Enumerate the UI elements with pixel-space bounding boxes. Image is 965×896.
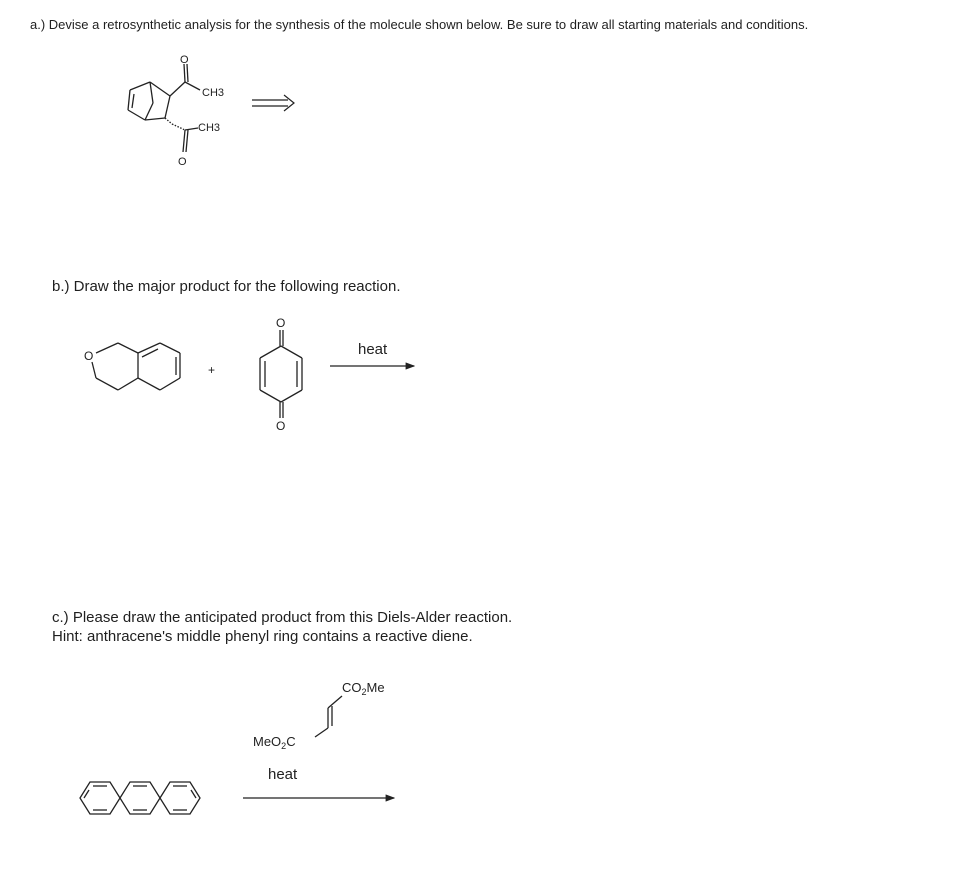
heat-condition-c: heat <box>268 766 298 783</box>
plus-sign: + <box>208 363 216 377</box>
retrosynthesis-arrow <box>252 95 294 111</box>
dimethyl-fumarate <box>315 696 342 737</box>
oxygen-top-label: O <box>180 54 189 66</box>
ch3-top-label: CH3 <box>202 87 225 99</box>
reagent-co2me: $CO_2Me$ <box>342 680 385 697</box>
quinone-oxygen-top: O <box>276 316 286 330</box>
reagent-meo2c: MeO$_2$C <box>253 734 296 751</box>
benzoquinone <box>260 330 302 418</box>
question-c-hint: Hint: anthracene's middle phenyl ring contains a reactive diene. <box>52 628 473 645</box>
target-molecule <box>128 64 200 152</box>
question-b-text: b.) Draw the major product for the following reaction. <box>52 278 401 295</box>
quinone-oxygen-bottom: O <box>276 419 286 433</box>
ring-oxygen-label: O <box>84 349 94 363</box>
question-c-text: c.) Please draw the anticipated product from this Diels-Alder reaction. <box>52 609 513 626</box>
question-a-text: a.) Devise a retrosynthetic analysis for the synthesis of the molecule shown below. Be sure to draw all starting materials and conditions. <box>30 17 809 32</box>
heat-condition-b: heat <box>358 341 388 358</box>
oxygen-bottom-label: O <box>178 156 187 168</box>
anthracene <box>80 782 200 814</box>
ch3-bottom-label: CH3 <box>198 122 221 134</box>
bicyclic-diene <box>92 343 180 390</box>
